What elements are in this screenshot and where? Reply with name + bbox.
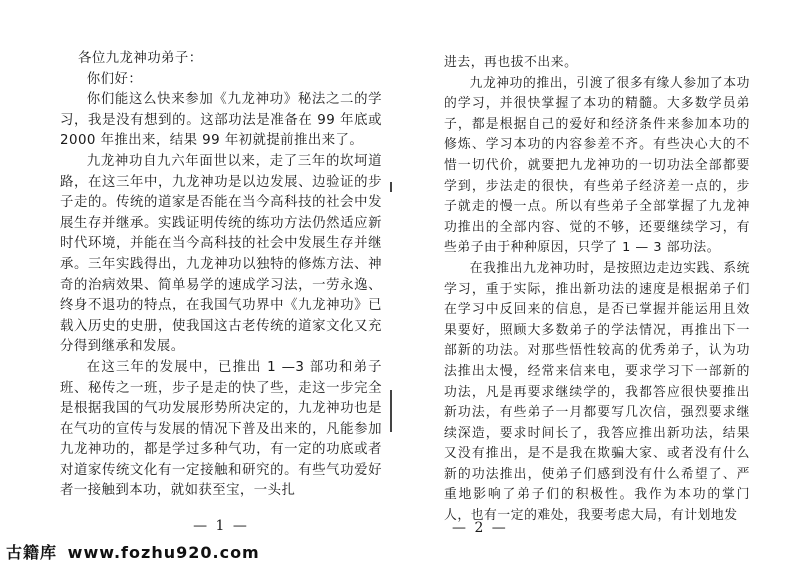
- scan-mark: [390, 390, 392, 432]
- greeting: 你们好：: [86, 71, 143, 87]
- paragraph: 九龙神功自九六年面世以来，走了三年的坎坷道路，在这三年中，九龙神功是以边发展、边验证的步子走的。传统的道家是否能在当今高科技的社会中发展生存并继承。实践证明传统的练功方法仍然适应新时代环境，并能在当今高科技的社会中发展生存并继承。三年实践得出，九龙神功以独特的修炼方法、神奇的治病效果、简单易学的速成学习法，一劳永逸、终身不退功的特点，在我国气功界中《九龙神功》已载入历史的史册，使我国这古老传统的道家文化又充分得到继承和发展。: [60, 153, 382, 355]
- watermark-footer: [0, 538, 793, 561]
- scan-mark: [390, 182, 392, 192]
- left-page-text: [60, 49, 382, 502]
- left-page: [60, 0, 382, 534]
- paragraph: 你们能这么快来参加《九龙神功》秘法之二的学习，我是没有想到的。这部功法是准备在 99 年底或 2000 年推出来，结果 99 年初就提前推出来了。: [60, 92, 382, 149]
- right-page: [444, 0, 750, 536]
- right-page-text: [444, 53, 750, 527]
- watermark: [6, 540, 260, 563]
- salutation: 各位九龙神功弟子：: [78, 51, 203, 66]
- page-number: — 2 —: [452, 520, 508, 536]
- paragraph: 在我推出九龙神功时，是按照边走边实践、系统学习，重于实际，推出新功法的速度是根据弟子们在学习中反回来的信息，是否已掌握并能运用且效果要好，照顾大多数弟子的学法情况，再推出下一部新的功法。对那些悟性较高的优秀弟子，认为功法推出太慢，经常来信来电，要求学习下一部新的功法，凡是再要求继续学的，我都答应很快要推出新功法，有些弟子一月都要写几次信，强烈要求继续深造，要求时间长了，我答应推出新功法，结果又没有推出，是不是我在欺骗大家、或者没有什么新的功法推出，使弟子们感到没有什么希望了、严重地影响了弟子们的积极性。我作为本功的掌门人，也有一定的难处，我要考虑大局，有计划地发: [444, 260, 750, 524]
- opening-line: 进去，再也拔不出来。: [444, 55, 578, 70]
- page-number: — 1 —: [193, 518, 249, 534]
- watermark-brand: 古籍库: [6, 543, 58, 562]
- paragraph: 在这三年的发展中，已推出 1 —3 部功和弟子班、秘传之一班，步子是走的快了些，走这一步完全是根据我国的气功发展形势所决定的，九龙神功也是在气功的宣传与发展的情况下普及出来的，凡能参加九龙神功的，都是学过多种气功，有一定的功底或者对道家传统文化有一定接触和研究的。有些气功爱好者一接触到本功，就如获至宝，一头扎: [60, 359, 382, 499]
- paragraph: 九龙神功的推出，引渡了很多有缘人参加了本功的学习，并很快掌握了本功的精髓。大多数学员弟子，都是根据自己的爱好和经济条件来参加本功的修炼、学习本功的内容参差不齐。有些决心大的不惜一切代价，就要把九龙神功的一切功法全部都要学到，步法走的很快，有些弟子经济差一点的，步子就走的慢一点。所以有些弟子全部掌握了九龙神功推出的全部内容、觉的不够，还要继续学习，有些弟子由于种种原因，只学了 1 — 3 部功法。: [444, 75, 750, 256]
- watermark-site: www.fozhu920.com: [67, 543, 260, 562]
